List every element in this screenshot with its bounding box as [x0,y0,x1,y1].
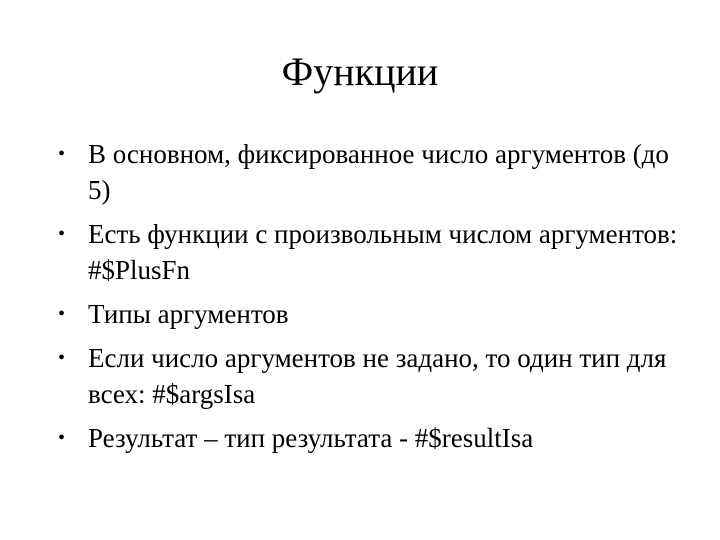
bullet-text: Типы аргументов [88,299,289,329]
list-item [58,340,698,412]
bullet-icon: • [58,427,66,449]
list-item [58,136,698,208]
bullet-icon: • [58,143,66,165]
bullet-text: Если число аргументов не задано, то один тип для всех: #$argsIsa [88,343,667,409]
bullet-icon: • [58,347,66,369]
slide-title: Функции [281,49,439,94]
bullet-icon: • [58,223,66,245]
list-item [58,420,698,456]
bullet-icon: • [58,303,66,325]
bullet-list [58,136,698,464]
list-item [58,296,698,332]
bullet-text: Есть функции с произвольным числом аргументов: #$PlusFn [88,219,678,285]
bullet-text: В основном, фиксированное число аргументов (до 5) [88,139,669,205]
bullet-text: Результат – тип результата - #$resultIsa [88,423,534,453]
list-item [58,216,698,288]
